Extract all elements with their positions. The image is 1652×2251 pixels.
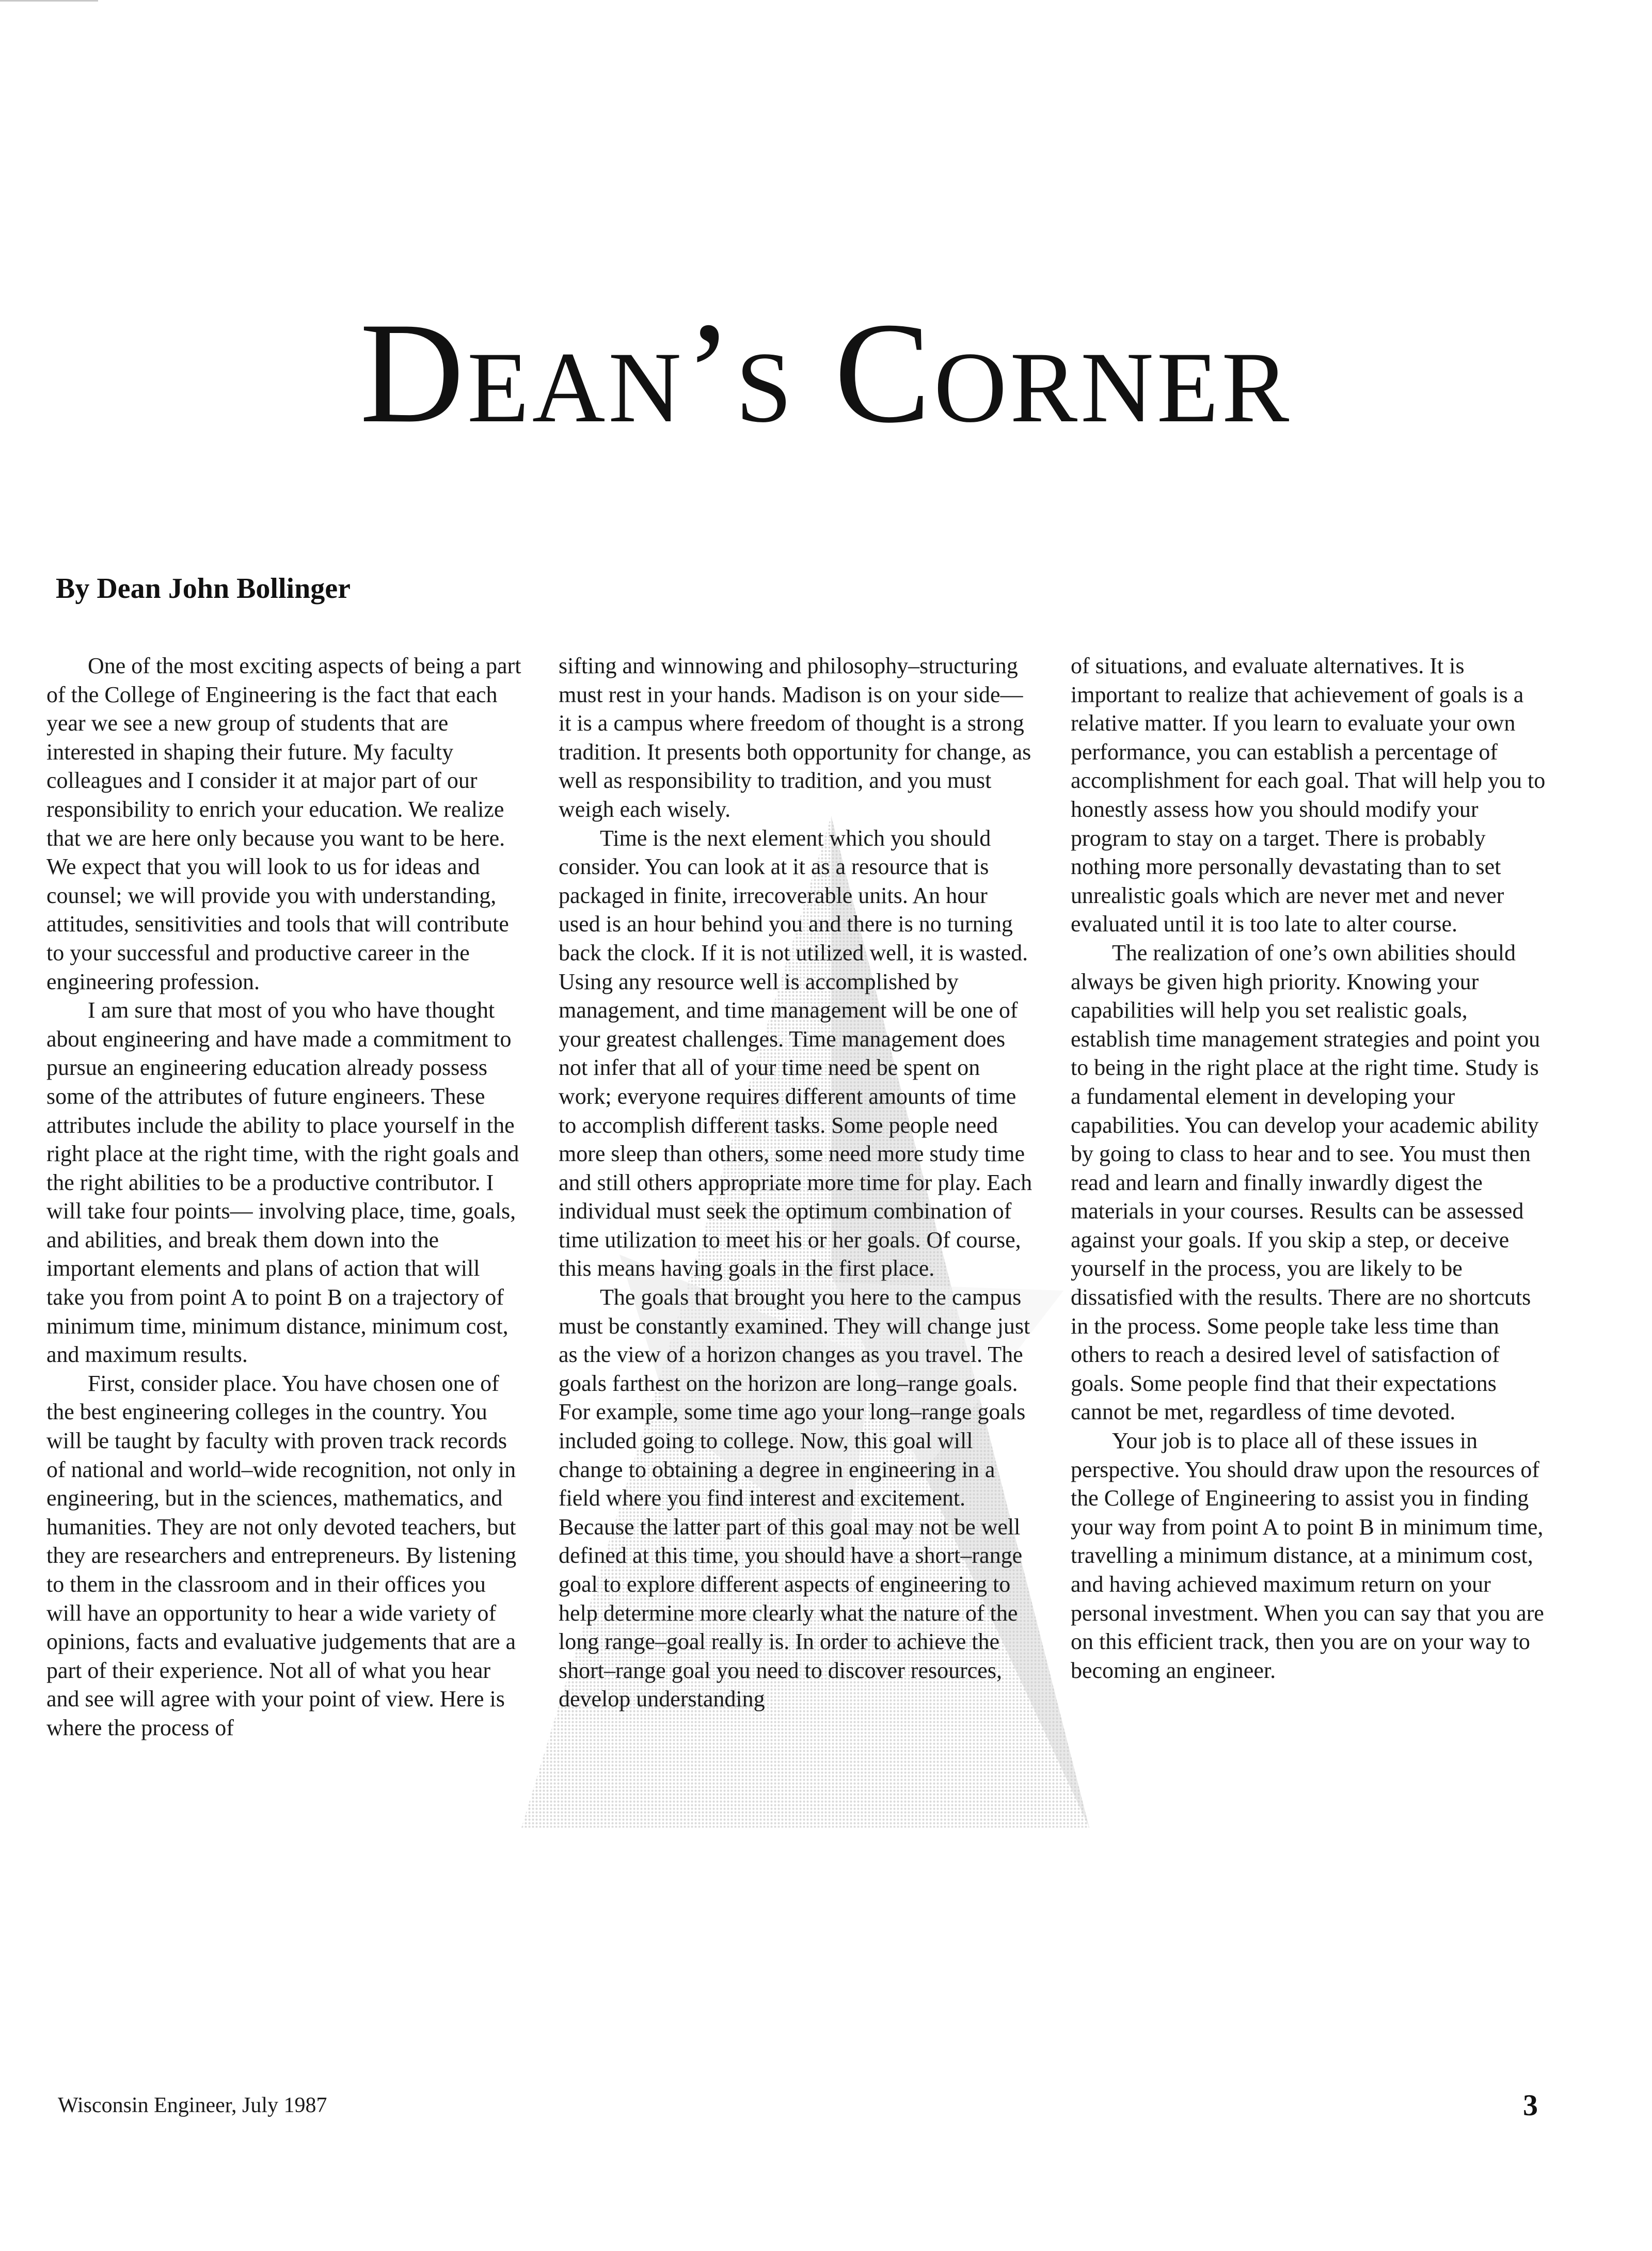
- footer-publication: Wisconsin Engineer, July 1987: [58, 2094, 327, 2117]
- paragraph: sifting and winnowing and philosophy–structuring must rest in your hands. Madison is on your side— it is a campus where freedom of thought is a strong tradition. It presents both opportunity for change, as well as responsibility to tradition, and you must weigh each wisely.: [559, 653, 1031, 822]
- paragraph: Your job is to place all of these issues in perspective. You should draw upon the resources of the College of Engineering to assist you in finding your way from point A to point B in minimum time, travelling a minimum distance, at a minimum cost, and having achieved maximum return on your personal investment. When you can say that you are on this efficient track, then you are on your way to becoming an engineer.: [1071, 1428, 1544, 1683]
- paragraph: Time is the next element which you should consider. You can look at it as a resource that is packaged in finite, irrecoverable units. An hour used is an hour behind you and there is no turning back the clock. If it is not utilized well, it is wasted. Using any resource well is accomplished by management, and time management will be one of your greatest challenges. Time management does not infer that all of your time need be spent on work; everyone requires different amounts of time to accomplish different tasks. Some people need more sleep than others, some need more study time and still others appropriate more time for play. Each individual must seek the optimum combination of time utilization to meet his or her goals. Of course, this means having goals in the first place.: [559, 825, 1032, 1281]
- article-column-1: [46, 652, 522, 1742]
- page-title: Dean’s Corner: [359, 292, 1293, 453]
- paragraph: The goals that brought you here to the campus must be constantly examined. They will change just as the view of a horizon changes as you travel. The goals farthest on the horizon are long–range goals. For example, some time ago your long–range goals included going to college. Now, this goal will change to obtaining a degree in engineering in a field where you find interest and excitement. Because the latter part of this goal may not be well defined at this time, you should have a short–range goal to explore different aspects of engineering to help determine more clearly what the nature of the long range–goal really is. In order to achieve the short–range goal you need to discover resources, develop understanding: [559, 1285, 1030, 1712]
- article-column-2: [559, 652, 1035, 1714]
- article-column-3: [1071, 652, 1547, 1685]
- paragraph: One of the most exciting aspects of being a part of the College of Engineering is the fact that each year we see a new group of students that are interested in shaping their future. My faculty colleagues and I consider it at major part of our responsibility to enrich your education. We realize that we are here only because you want to be here. We expect that you will look to us for ideas and counsel; we will provide you with understanding, attitudes, sensitivities and tools that will contribute to your successful and productive career in the engineering profession.: [46, 653, 521, 994]
- paragraph: I am sure that most of you who have thought about engineering and have made a commitment to pursue an engineering education already possess some of the attributes of future engineers. These attributes include the ability to place yourself in the right place at the right time, with the right goals and the right abilities to be a productive contributor. I will take four points— involving place, time, goals, and abilities, and break them down into the important elements and plans of action that will take you from point A to point B on a trajectory of minimum time, minimum distance, minimum cost, and maximum results.: [46, 997, 519, 1368]
- byline: By Dean John Bollinger: [56, 573, 351, 605]
- paragraph: The realization of one’s own abilities should always be given high priority. Knowing your capabilities will help you set realistic goals, establish time management strategies and point you to being in the right place at the right time. Study is a fundamental element in developing your capabilities. You can develop your academic ability by going to class to hear and to see. You must then read and learn and finally inwardly digest the materials in your courses. Results can be assessed against your goals. If you skip a step, or deceive yourself in the process, you are likely to be dissatisfied with the results. There are no shortcuts in the process. Some people take less time than others to reach a desired level of satisfaction of goals. Some people find that their expectations cannot be met, regardless of time devoted.: [1071, 940, 1540, 1425]
- paragraph: of situations, and evaluate alternatives. It is important to realize that achievement of goals is a relative matter. If you learn to evaluate your own performance, you can establish a percentage of accomplishment for each goal. That will help you to honestly assess how you should modify your program to stay on a target. There is probably nothing more personally devastating than to set unrealistic goals which are never met and never evaluated until it is too late to alter course.: [1071, 653, 1546, 937]
- paragraph: First, consider place. You have chosen one of the best engineering colleges in the country. You will be taught by faculty with proven track records of national and world–wide recognition, not only in engineering, but in the sciences, mathematics, and humanities. They are not only devoted teachers, but they are researchers and entrepreneurs. By listening to them in the classroom and in their offices you will have an opportunity to hear a wide variety of opinions, facts and evaluative judgements that are a part of their experience. Not all of what you hear and see will agree with your point of view. Here is where the process of: [46, 1370, 517, 1740]
- page-number: 3: [1523, 2088, 1538, 2122]
